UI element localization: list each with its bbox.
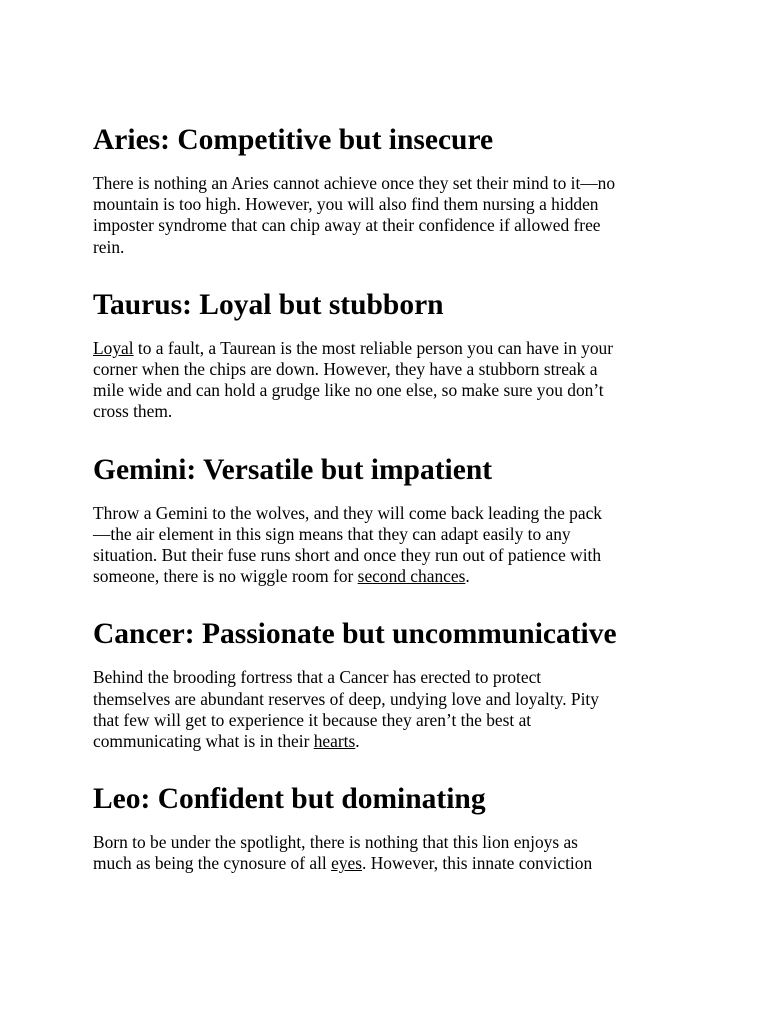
paragraph-line	[93, 380, 693, 401]
text-run: Throw a Gemini to the wolves, and they will come back leading the pack	[93, 502, 603, 523]
paragraph-line	[93, 545, 693, 566]
text-run: situation. But their fuse runs short and once they run out of patience with	[93, 545, 602, 566]
section-cancer	[93, 616, 693, 752]
paragraph-line	[93, 503, 693, 524]
section-gemini	[93, 452, 693, 588]
text-run: to a fault, a Taurean is the most reliable person you can have in your	[133, 337, 614, 358]
paragraph-line	[93, 173, 693, 194]
section-leo	[93, 781, 693, 874]
link-hearts[interactable]: hearts	[313, 731, 356, 752]
paragraph-line	[93, 401, 693, 422]
paragraph-line	[93, 689, 693, 710]
paragraph-line	[93, 524, 693, 545]
text-run: rein.	[93, 236, 125, 257]
text-run: . However, this innate conviction	[362, 853, 593, 874]
text-run: Born to be under the spotlight, there is nothing that this lion enjoys as	[93, 832, 578, 853]
section-taurus	[93, 287, 693, 423]
paragraph-line	[93, 853, 693, 874]
text-run: mile wide and can hold a grudge like no one else, so make sure you don’t	[93, 380, 604, 401]
text-run: themselves are abundant reserves of deep, undying love and loyalty. Pity	[93, 688, 599, 709]
text-run: someone, there is no wiggle room for	[93, 566, 358, 587]
text-run: cross them.	[93, 401, 173, 422]
text-run: —the air element in this sign means that they can adapt easily to any	[93, 523, 571, 544]
paragraph-line	[93, 710, 693, 731]
document-page	[93, 122, 693, 904]
section-paragraph	[93, 667, 693, 752]
text-run: much as being the cynosure of all	[93, 853, 332, 874]
text-run: communicating what is in their	[93, 731, 314, 752]
paragraph-line	[93, 194, 693, 215]
paragraph-line	[93, 731, 693, 752]
paragraph-line	[93, 566, 693, 587]
link-eyes[interactable]: eyes	[331, 853, 362, 874]
section-heading: Aries: Competitive but insecure	[93, 124, 494, 156]
text-run: mountain is too high. However, you will also find them nursing a hidden	[93, 194, 599, 215]
section-heading: Cancer: Passionate but uncommunicative	[93, 618, 617, 651]
text-run: .	[355, 731, 360, 752]
paragraph-line	[93, 338, 693, 359]
section-paragraph	[93, 338, 693, 423]
paragraph-line	[93, 359, 693, 380]
text-run: corner when the chips are down. However, they have a stubborn streak a	[93, 359, 598, 380]
section-paragraph	[93, 503, 693, 588]
section-heading: Taurus: Loyal but stubborn	[93, 288, 444, 321]
paragraph-line	[93, 832, 693, 853]
text-run: .	[465, 566, 470, 587]
section-aries	[93, 122, 693, 258]
section-paragraph	[93, 173, 693, 258]
text-run: that few will get to experience it because they aren’t the best at	[93, 709, 532, 730]
text-run: imposter syndrome that can chip away at their confidence if allowed free	[93, 215, 601, 236]
paragraph-line	[93, 667, 693, 688]
section-heading: Gemini: Versatile but impatient	[93, 453, 493, 486]
paragraph-line	[93, 215, 693, 236]
paragraph-line	[93, 237, 693, 258]
text-run: There is nothing an Aries cannot achieve once they set their mind to it—no	[93, 173, 616, 193]
text-run: Behind the brooding fortress that a Cancer has erected to protect	[93, 667, 542, 688]
link-loyal[interactable]: Loyal	[93, 337, 134, 358]
link-second-chances[interactable]: second chances	[357, 566, 466, 587]
section-paragraph	[93, 832, 693, 874]
section-heading: Leo: Confident but dominating	[93, 783, 486, 816]
